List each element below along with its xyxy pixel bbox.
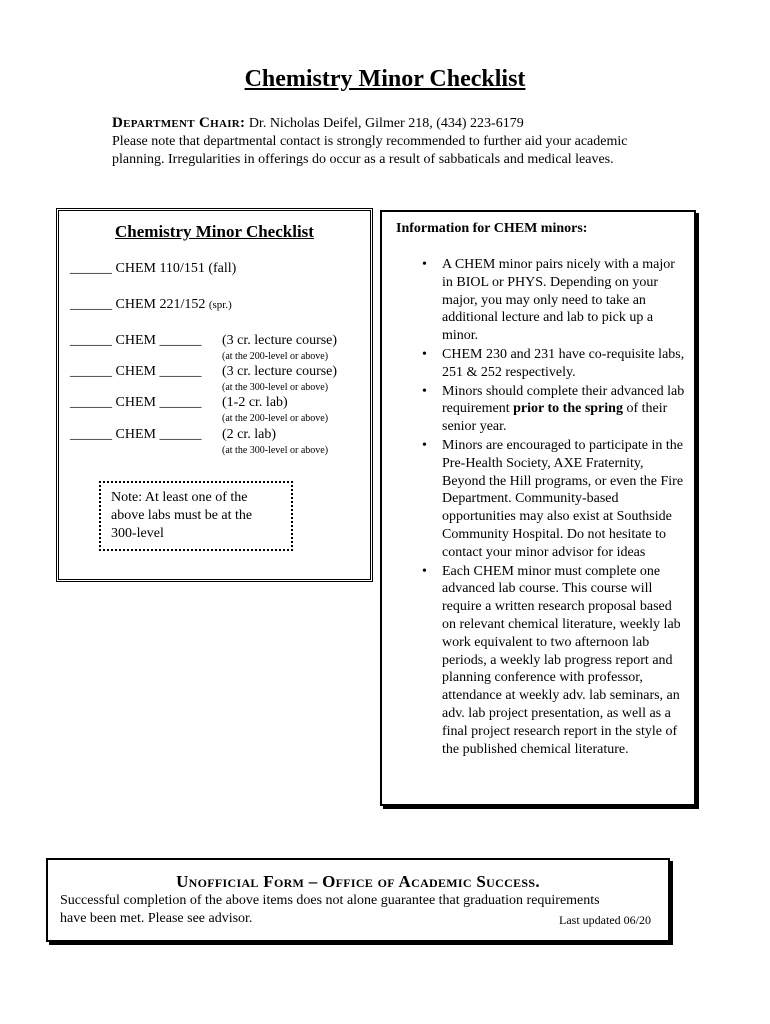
checklist-credit: (2 cr. lab)	[222, 427, 277, 442]
bullet-icon: •	[422, 346, 427, 362]
bullet-text: CHEM 230 and 231 have co-requisite labs, 251 & 252 respectively.	[442, 346, 685, 380]
checklist-course: CHEM ______	[115, 395, 202, 410]
bullet-text: Each CHEM minor must complete one advanced lab course. This course will require a written research proposal based on relevant chemical literature, weekly lab work equivalent to two afternoon lab periods, a weekly lab progress report and planning conference with professor, attendance at weekly adv. lab seminars, an adv. lab project presentation, as well as a final project research report in the style of the published chemical literature.	[442, 563, 681, 757]
checklist-course: CHEM ______	[115, 427, 202, 442]
last-updated: Last updated 06/20	[559, 913, 651, 927]
checklist-box	[56, 208, 373, 582]
unofficial-form-heading: Unofficial Form – Office of Academic Success.	[176, 872, 540, 891]
checklist-blank: ______	[70, 364, 112, 379]
unofficial-form-box	[46, 858, 670, 942]
checklist-credit: (1-2 cr. lab)	[222, 395, 288, 410]
checklist-course: CHEM ______	[115, 333, 202, 348]
bullet-icon: •	[422, 437, 427, 453]
bullet-emphasis: prior to the spring	[513, 401, 623, 417]
bullet-text: of their senior year.	[442, 401, 668, 435]
checklist-blank: ______	[70, 427, 112, 442]
department-chair-line	[112, 115, 524, 132]
checklist-qualifier: (at the 200-level or above)	[222, 351, 329, 362]
bullet-icon: •	[422, 563, 427, 579]
chair-label: Department Chair:	[112, 115, 246, 131]
lab-note-box: Note: At least one of the above labs must be at the 300-level	[99, 481, 293, 551]
checklist-item	[70, 364, 338, 380]
info-title: Information for CHEM minors:	[396, 221, 588, 236]
list-item	[422, 256, 686, 345]
list-item	[422, 437, 686, 562]
checklist-item	[70, 395, 288, 411]
checklist-credit: (3 cr. lecture course)	[222, 333, 338, 348]
checklist-item	[70, 333, 338, 349]
chair-info: Dr. Nicholas Deifel, Gilmer 218, (434) 223-6179	[248, 116, 524, 131]
list-item	[422, 346, 686, 382]
checklist-blank: ______	[70, 261, 112, 276]
info-list	[422, 256, 686, 759]
checklist-course: CHEM 221/152	[115, 297, 206, 312]
checklist-title: Chemistry Minor Checklist	[115, 222, 314, 241]
info-box	[380, 210, 696, 806]
checklist-blank: ______	[70, 297, 112, 312]
checklist-blank: ______	[70, 395, 112, 410]
bullet-text: Minors should complete their advanced lab requirement	[442, 383, 685, 417]
checklist-blank: ______	[70, 333, 112, 348]
bullet-text: Minors are encouraged to participate in the Pre-Health Society, AXE Fraternity, Beyond the Hill programs, or even the Fire Department. Community-based opportunities may also exist at Southside Community Hospital. Do not hesitate to contact your minor advisor for ideas	[442, 437, 684, 560]
checklist-credit: (3 cr. lecture course)	[222, 364, 338, 379]
checklist-qualifier: (at the 200-level or above)	[222, 413, 329, 424]
disclaimer-line-2: have been met. Please see advisor.	[60, 911, 253, 926]
checklist-course: CHEM ______	[115, 364, 202, 379]
checklist-qualifier: (at the 300-level or above)	[222, 382, 329, 393]
bullet-text: A CHEM minor pairs nicely with a major in BIOL or PHYS. Depending on your major, you may only need to take an additional lecture and lab to pick up a minor.	[442, 257, 675, 344]
list-item	[422, 563, 686, 759]
bullet-icon: •	[422, 257, 427, 272]
bullet-icon: •	[422, 383, 427, 399]
checklist-item	[70, 297, 232, 313]
checklist-item	[70, 261, 236, 277]
checklist-qualifier: (at the 300-level or above)	[222, 445, 329, 456]
disclaimer-line-1: Successful completion of the above items does not alone guarantee that graduation requirements	[60, 893, 600, 908]
checklist-term: (spr.)	[208, 299, 232, 311]
contact-note: Please note that departmental contact is strongly recommended to further aid your academic planning. Irregularities in offerings do occur as a result of sabbaticals and medical leaves.	[112, 134, 628, 167]
page-title: Chemistry Minor Checklist	[244, 66, 526, 92]
checklist-item	[70, 427, 277, 443]
list-item	[422, 383, 686, 436]
checklist-course: CHEM 110/151 (fall)	[115, 261, 237, 276]
